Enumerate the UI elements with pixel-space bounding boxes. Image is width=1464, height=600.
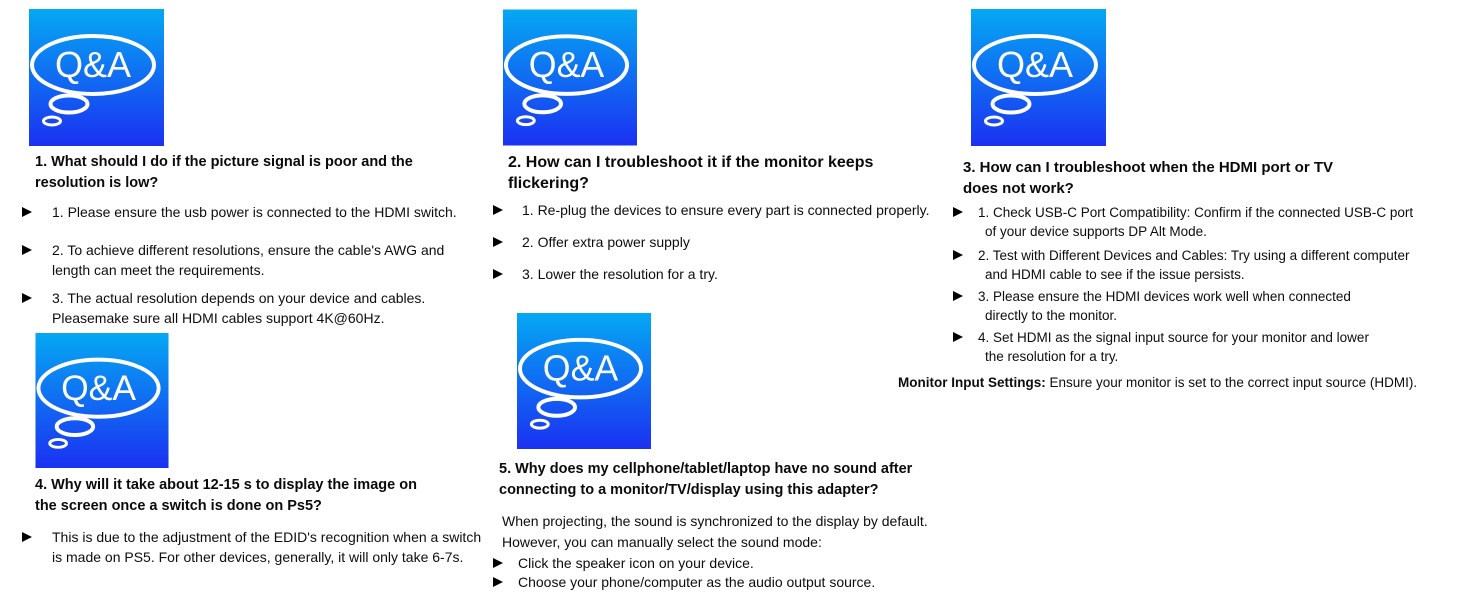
note-text: Ensure your monitor is set to the correct input source (HDMI).: [1045, 375, 1418, 390]
faq-q4-bullet-1: [22, 527, 481, 567]
qa-thought-bubble-icon: [503, 9, 637, 146]
bullet-text: 2. To achieve different resolutions, ensure the cable's AWG and length can meet the requirements.: [52, 242, 445, 278]
bullet-triangle-icon: [953, 332, 963, 342]
faq-q5-heading: 5. Why does my cellphone/tablet/laptop have no sound after connecting to a monitor/TV/display using this adapter?: [499, 461, 913, 498]
bullet-text: This is due to the adjustment of the EDID's recognition when a switch is made on PS5. For other devices, generally, it will only take 6-7s.: [52, 529, 482, 565]
faq-q2-bullet-3: [493, 264, 718, 284]
bullet-text: 4. Set HDMI as the signal input source for your monitor and lower the resolution for a try.: [978, 330, 1369, 364]
faq-q3-bullet-4: [953, 328, 1369, 366]
monitor-input-settings-note: [898, 373, 1417, 392]
bullet-triangle-icon: [22, 532, 32, 542]
bullet-text: 1. Check USB-C Port Compatibility: Confirm if the connected USB-C port of your device supports DP Alt Mode.: [978, 205, 1414, 239]
faq-q3-bullet-3: [953, 287, 1351, 325]
bullet-text: 2. Test with Different Devices and Cables: Try using a different computer and HDMI cable to see if the issue persists.: [978, 248, 1410, 282]
bullet-text: 1. Re-plug the devices to ensure every part is connected properly.: [522, 202, 930, 218]
qa-badge-label: Q&A: [996, 44, 1074, 85]
faq-q1-bullet-3: [22, 288, 425, 328]
faq-q1-bullet-1: [22, 202, 457, 222]
faq-q4-heading: 4. Why will it take about 12-15 s to display the image on the screen once a switch is done on Ps5?: [35, 477, 417, 514]
qa-thought-bubble-icon: [34, 333, 170, 468]
bullet-triangle-icon: [493, 205, 503, 215]
bullet-triangle-icon: [493, 269, 503, 279]
note-bold-label: Monitor Input Settings:: [898, 375, 1046, 390]
bullet-text: 3. Lower the resolution for a try.: [522, 266, 718, 282]
bullet-text: 3. Please ensure the HDMI devices work well when connected directly to the monitor.: [978, 289, 1351, 323]
bullet-text: Choose your phone/computer as the audio output source.: [518, 574, 876, 590]
bullet-triangle-icon: [22, 245, 32, 255]
qa-badge-label: Q&A: [542, 348, 619, 389]
faq-q2-bullet-2: [493, 232, 690, 252]
qa-badge-label: Q&A: [54, 44, 132, 85]
bullet-triangle-icon: [22, 207, 32, 217]
qa-badge-label: Q&A: [528, 45, 605, 86]
bullet-text: Click the speaker icon on your device.: [518, 555, 754, 571]
bullet-triangle-icon: [953, 291, 963, 301]
bullet-triangle-icon: [22, 293, 32, 303]
faq-q5-bullet-2: [493, 573, 875, 592]
faq-q5-intro: When projecting, the sound is synchronized to the display by default. However, you can manually select the sound mode:: [502, 513, 928, 550]
bullet-triangle-icon: [953, 207, 963, 217]
faq-q2-heading: 2. How can I troubleshoot it if the monitor keeps flickering?: [508, 154, 874, 192]
bullet-triangle-icon: [493, 237, 503, 247]
qa-thought-bubble-icon: [516, 313, 652, 449]
faq-q5-bullet-1: [493, 554, 754, 573]
qa-thought-bubble-icon: [29, 9, 164, 146]
faq-q3-bullet-2: [953, 246, 1409, 284]
faq-q1-heading: 1. What should I do if the picture signal is poor and the resolution is low?: [35, 154, 413, 191]
bullet-triangle-icon: [493, 577, 503, 587]
faq-q3-bullet-1: [953, 203, 1413, 241]
bullet-text: 2. Offer extra power supply: [522, 234, 690, 250]
bullet-text: 1. Please ensure the usb power is connected to the HDMI switch.: [52, 204, 457, 220]
qa-thought-bubble-icon: [971, 9, 1106, 146]
qa-badge-label: Q&A: [61, 368, 137, 409]
bullet-text: 3. The actual resolution depends on your device and cables. Pleasemake sure all HDMI cables support 4K@60Hz.: [52, 290, 426, 326]
bullet-triangle-icon: [493, 558, 503, 568]
bullet-triangle-icon: [953, 250, 963, 260]
faq-q2-bullet-1: [493, 200, 930, 220]
faq-q3-heading: 3. How can I troubleshoot when the HDMI port or TV does not work?: [963, 159, 1334, 197]
faq-q1-bullet-2: [22, 240, 444, 280]
